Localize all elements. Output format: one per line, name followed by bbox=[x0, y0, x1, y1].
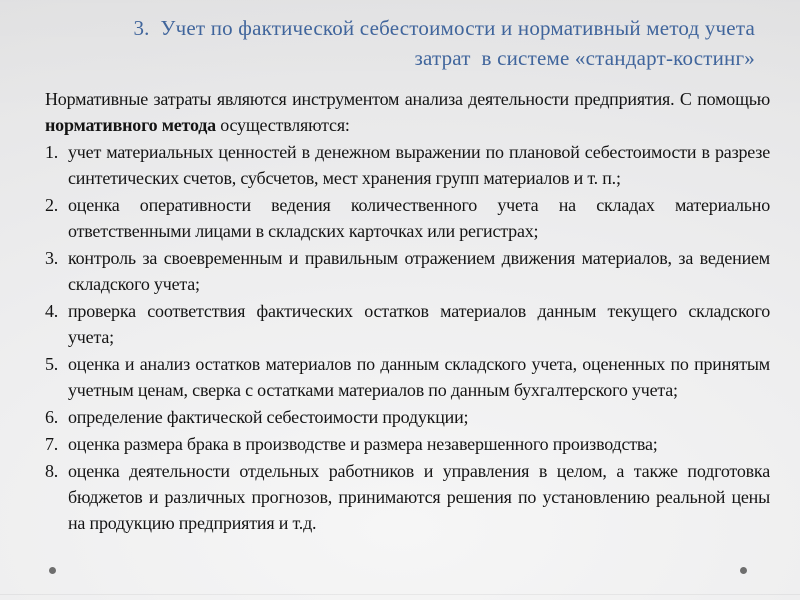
item-number: 8. bbox=[45, 461, 59, 481]
bullet-dot-left bbox=[49, 567, 56, 574]
item-text: учет материальных ценностей в денежном выражении по плановой себестоимости в разрезе синтетических счетов, субсчетов, мест хранения групп материалов и т. п.; bbox=[68, 142, 770, 188]
bullet-dot-right bbox=[740, 567, 747, 574]
item-number: 2. bbox=[45, 195, 59, 215]
slide-body bbox=[45, 86, 770, 536]
list-item bbox=[45, 192, 770, 244]
list-item bbox=[45, 404, 770, 430]
intro-text-post: осуществляются: bbox=[215, 115, 350, 135]
intro-text-bold: нормативного метода bbox=[45, 115, 216, 135]
title-line-2: затрат в системе «стандарт-костинг» bbox=[414, 46, 755, 70]
item-number: 6. bbox=[45, 407, 59, 427]
item-text: оценка размера брака в производстве и размера незавершенного производства; bbox=[68, 434, 658, 454]
list-item bbox=[45, 351, 770, 403]
item-text: проверка соответствия фактических остатков материалов данным текущего складского учета; bbox=[68, 301, 770, 347]
list-item bbox=[45, 245, 770, 297]
item-text: контроль за своевременным и правильным отражением движения материалов, за ведением складского учета; bbox=[68, 248, 770, 294]
item-text: оценка и анализ остатков материалов по данным складского учета, оцененных по принятым учетным ценам, сверка с остатками материалов по данным бухгалтерского учета; bbox=[68, 354, 770, 400]
list-item bbox=[45, 139, 770, 191]
item-number: 3. bbox=[45, 248, 59, 268]
item-text: определение фактической себестоимости продукции; bbox=[68, 407, 469, 427]
item-text: оценка деятельности отдельных работников и управления в целом, а также подготовка бюджетов и различных прогнозов, принимаются решения по установлению реальной цены на продукцию предприятия и т.д. bbox=[68, 461, 770, 533]
item-number: 1. bbox=[45, 142, 59, 162]
list-item bbox=[45, 458, 770, 536]
title-line-1: 3. Учет по фактической себестоимости и нормативный метод учета bbox=[133, 16, 755, 40]
numbered-list bbox=[45, 139, 770, 536]
bottom-edge-line bbox=[0, 594, 800, 595]
intro-text-pre: Нормативные затраты являются инструментом анализа деятельности предприятия. С помощью bbox=[45, 89, 770, 109]
item-number: 4. bbox=[45, 301, 59, 321]
slide-title bbox=[0, 0, 800, 73]
item-text: оценка оперативности ведения количественного учета на складах материально ответственными лицами в складских карточках или регистрах; bbox=[68, 195, 770, 241]
item-number: 7. bbox=[45, 434, 59, 454]
item-number: 5. bbox=[45, 354, 59, 374]
list-item bbox=[45, 298, 770, 350]
list-item bbox=[45, 431, 770, 457]
intro-paragraph bbox=[45, 86, 770, 138]
